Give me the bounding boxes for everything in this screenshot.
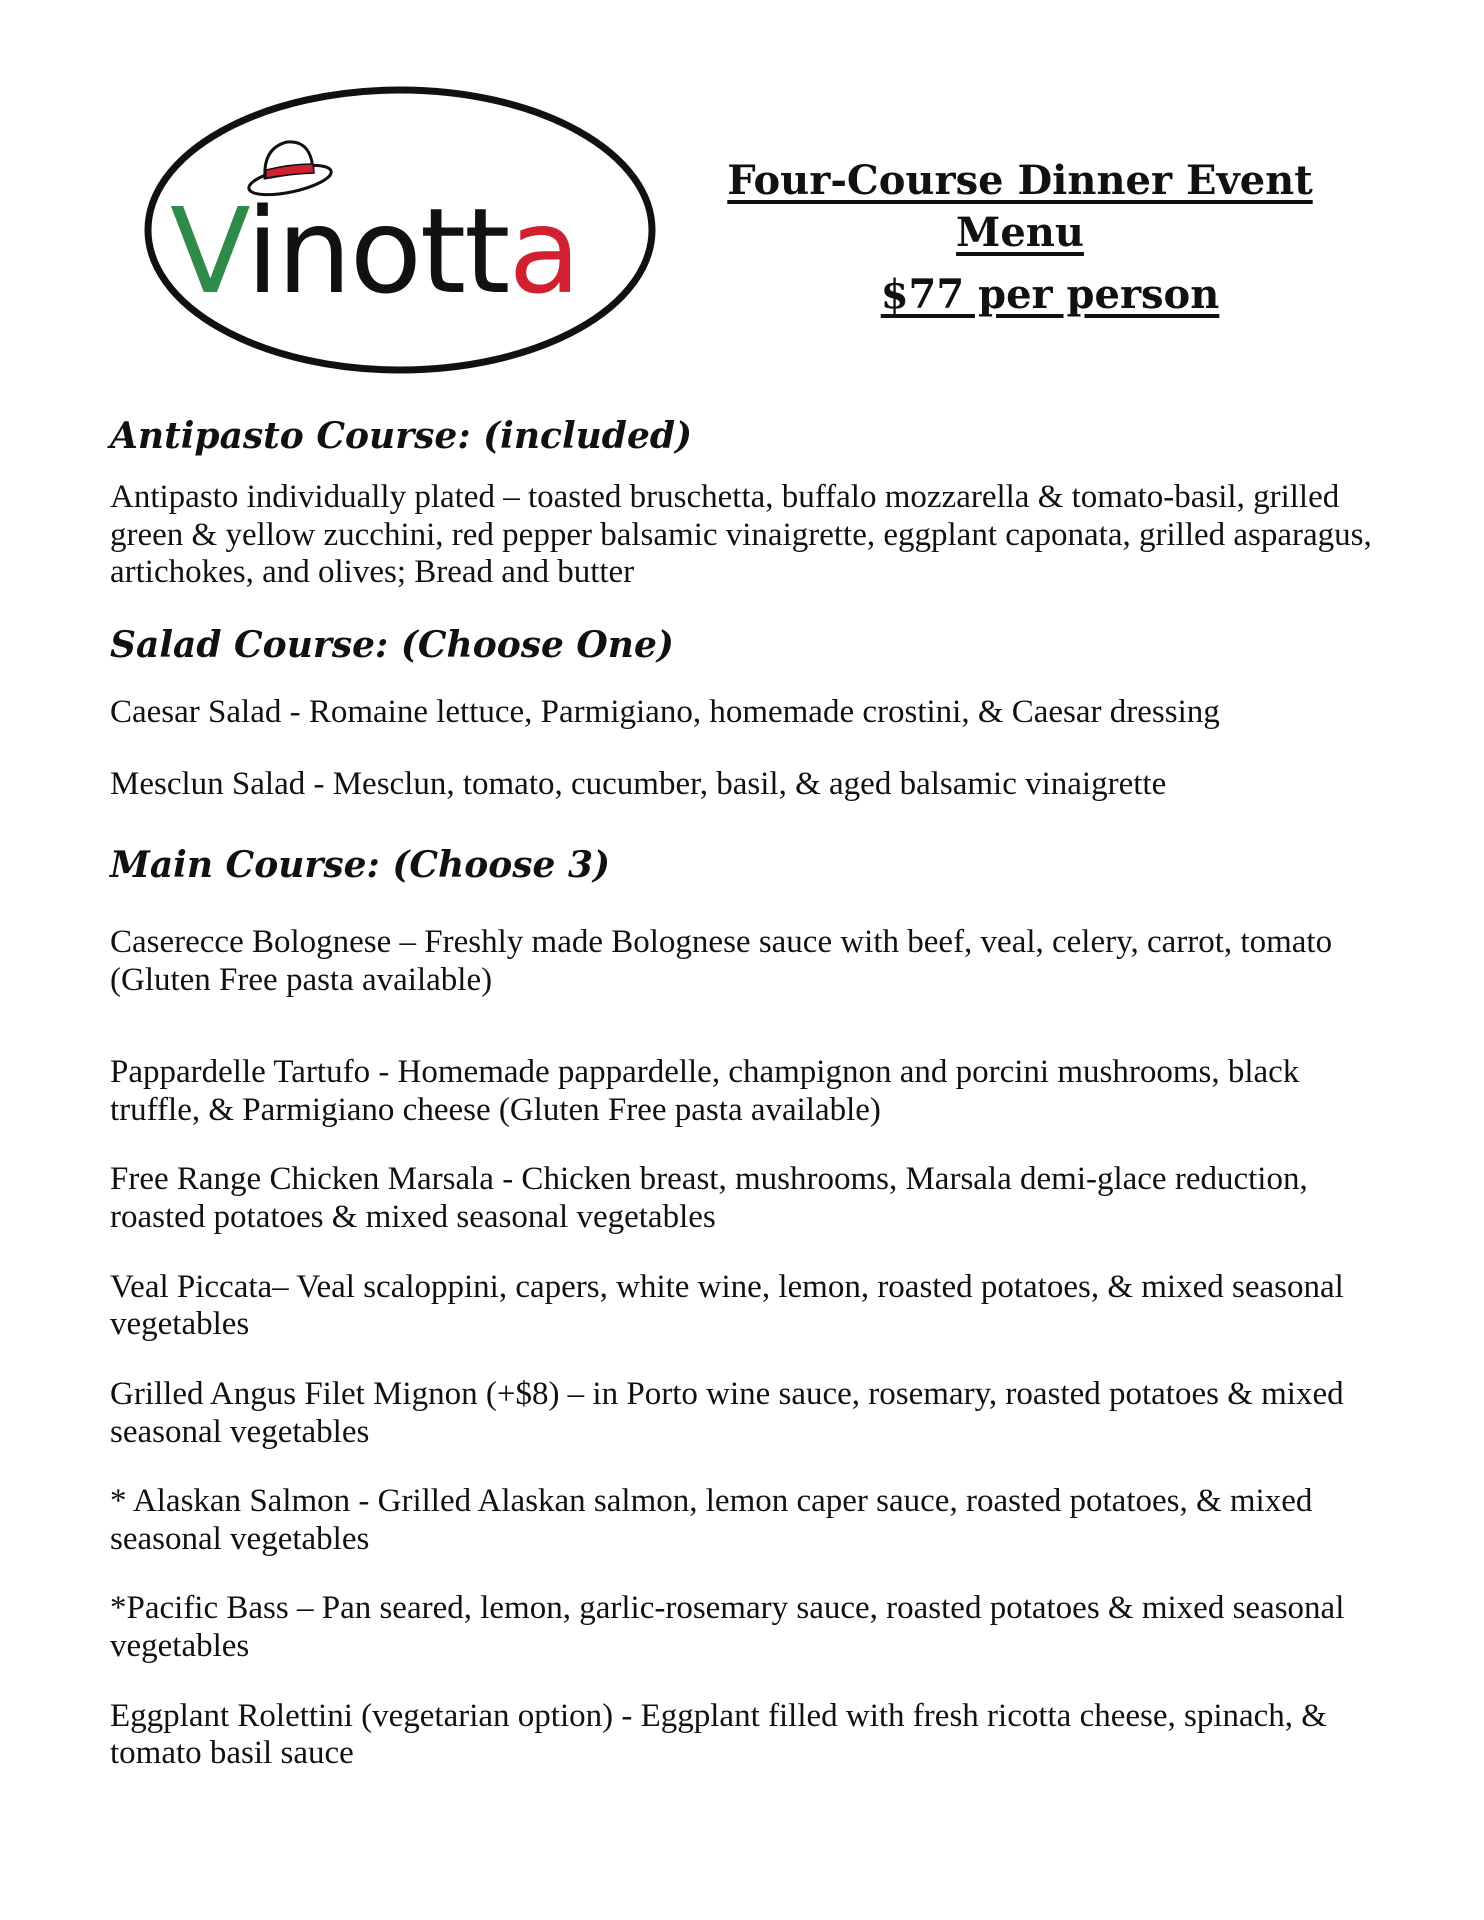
alaskan-salmon-item: * Alaskan Salmon - Grilled Alaskan salmon, lemon caper sauce, roasted potatoes, & mixed seasonal vegetables — [110, 1483, 1313, 1557]
pappardelle-tartufo-item: Pappardelle Tartufo - Homemade pappardelle, champignon and porcini mushrooms, black truffle, & Parmigiano cheese (Gluten Free pasta available) — [110, 1054, 1300, 1128]
price-per-person: $77 per person — [880, 271, 1220, 318]
pacific-bass-item: *Pacific Bass – Pan seared, lemon, garlic-rosemary sauce, roasted potatoes & mixed seasonal vegetables — [110, 1590, 1345, 1664]
main-course-title: Main Course: (Choose 3) — [110, 844, 611, 887]
menu-header — [660, 155, 1380, 321]
mesclun-salad-item: Mesclun Salad - Mesclun, tomato, cucumber, basil, & aged balsamic vinaigrette — [110, 766, 1167, 803]
salad-section — [110, 624, 1380, 804]
caserecce-bolognese-item: Caserecce Bolognese – Freshly made Bolognese sauce with beef, veal, celery, carrot, tomato (Gluten Free pasta available) — [110, 924, 1333, 998]
vinotta-logo — [140, 80, 660, 380]
logo-letter-a: a — [508, 182, 579, 320]
caesar-salad-item: Caesar Salad - Romaine lettuce, Parmigiano, homemade crostini, & Caesar dressing — [110, 693, 1220, 730]
salad-title: Salad Course: (Choose One) — [110, 623, 674, 666]
svg-text:Vinotta — [170, 182, 579, 320]
antipasto-description: Antipasto individually plated – toasted bruschetta, buffalo mozzarella & tomato-basil, grilled green & yellow zucchini, red pepper balsamic vinaigrette, eggplant caponata, grilled asparagus, artichokes, and olives; Bread and butter — [110, 479, 1372, 591]
menu-content — [110, 415, 1380, 1805]
antipasto-section — [110, 415, 1380, 592]
veal-piccata-item: Veal Piccata– Veal scaloppini, capers, white wine, lemon, roasted potatoes, & mixed seasonal vegetables — [110, 1268, 1344, 1343]
chicken-marsala-item: Free Range Chicken Marsala - Chicken breast, mushrooms, Marsala demi-glace reduction, roasted potatoes & mixed seasonal vegetables — [110, 1161, 1308, 1236]
filet-mignon-item: Grilled Angus Filet Mignon (+$8) – in Porto wine sauce, rosemary, roasted potatoes & mixed seasonal vegetables — [110, 1375, 1344, 1450]
eggplant-rolettini-item: Eggplant Rolettini (vegetarian option) - Eggplant filled with fresh ricotta cheese, spinach, & tomato basil sauce — [110, 1697, 1327, 1772]
main-course-section — [110, 844, 1380, 1773]
menu-title: Menu — [956, 209, 1084, 256]
logo-letters-inott: inott — [246, 182, 509, 320]
antipasto-title: Antipasto Course: (included) — [110, 415, 693, 457]
logo-letter-v: V — [170, 182, 247, 320]
event-title: Four-Course Dinner Event — [727, 157, 1313, 204]
